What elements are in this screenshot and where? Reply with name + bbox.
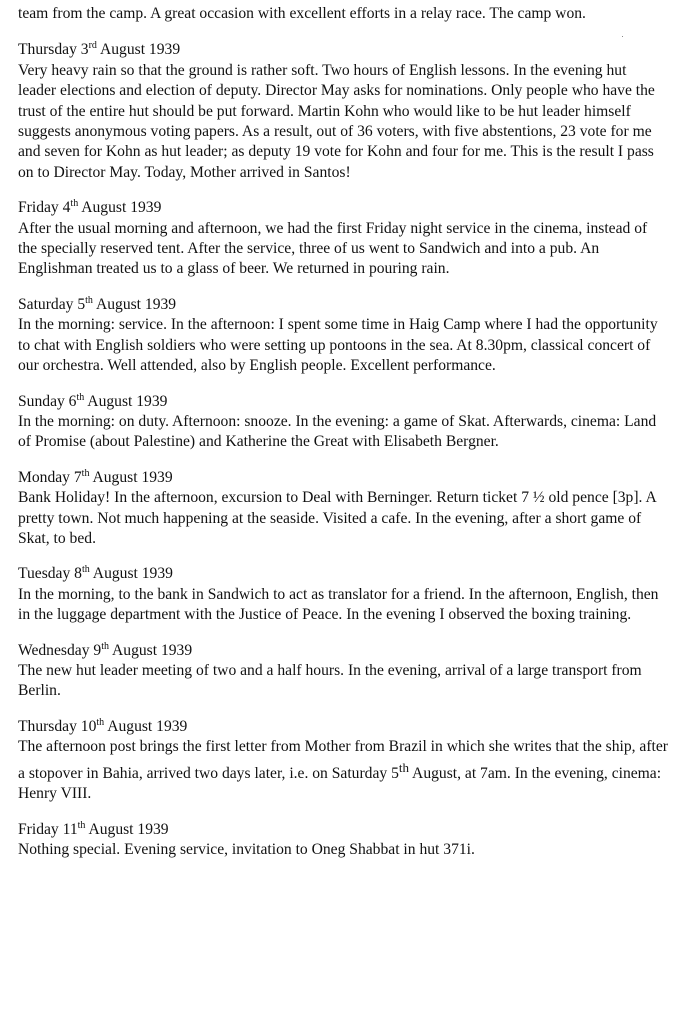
diary-entry-aug-5 [18,295,668,377]
entry-text: The afternoon post brings the first letter from Mother from Brazil in which she writes that the ship, after a stopover in Bahia, arrived two days later, i.e. on Saturday 5th August, at 7am. In the evening, cinema: Henry VIII. [18,738,668,803]
entry-date: Wednesday 9th August 1939 [18,640,193,659]
diary-entry-aug-10 [18,717,668,805]
diary-entry-aug-9 [18,641,668,702]
diary-entry-aug-6 [18,392,668,453]
diary-entry-aug-4 [18,198,668,280]
entry-date: Monday 7th August 1939 [18,467,173,486]
diary-entry-aug-8 [18,564,668,625]
entry-date: Friday 11th August 1939 [18,819,169,838]
diary-entry-aug-7 [18,468,668,550]
entry-text: In the morning: service. In the afternoon: I spent some time in Haig Camp where I had the opportunity to chat with English soldiers who were setting up pontoons in the sea. At 8.30pm, classical concert of our orchestra. Well attended, also by English people. Excellent performance. [18,316,658,375]
intro-paragraph: team from the camp. A great occasion with excellent efforts in a relay race. The camp won. [18,5,586,22]
scan-speck [622,36,623,37]
entry-date: Thursday 3rd August 1939 [18,40,181,59]
entry-text: Very heavy rain so that the ground is rather soft. Two hours of English lessons. In the evening hut leader elections and election of deputy. Director May asks for nominations. Only people who have the trust of the entire hut should be put forward. Martin Kohn who would like to be hut leader himself suggests anonymous voting papers. As a result, out of 36 voters, with five abstentions, 23 vote for me and seven for Kohn as hut leader; as deputy 19 vote for Kohn and four for me. This is the result I pass on to Director May. Today, Mother arrived in Santos! [18,61,655,181]
diary-entry-aug-3 [18,40,668,183]
entry-text: The new hut leader meeting of two and a half hours. In the evening, arrival of a large transport from Berlin. [18,661,642,700]
entry-date: Sunday 6th August 1939 [18,391,168,410]
entry-date: Tuesday 8th August 1939 [18,564,173,583]
entry-date: Thursday 10th August 1939 [18,716,188,735]
entry-date: Friday 4th August 1939 [18,198,162,217]
entry-text: In the morning: on duty. Afternoon: snooze. In the evening: a game of Skat. Afterwards, cinema: Land of Promise (about Palestine) and Katherine the Great with Elisabeth Bergner. [18,412,657,451]
entry-text: Nothing special. Evening service, invitation to Oneg Shabbat in hut 371i. [18,841,475,858]
diary-entry-aug-11 [18,820,668,861]
entry-text: Bank Holiday! In the afternoon, excursion to Deal with Berninger. Return ticket 7 ½ old pence [3p]. A pretty town. Not much happening at the seaside. Visited a cafe. In the evening, after a short game of Skat, to bed. [18,489,656,547]
diary-page [18,4,668,875]
entry-text: In the morning, to the bank in Sandwich to act as translator for a friend. In the afternoon, English, then in the luggage department with the Justice of Peace. In the evening I observed the boxing training. [18,585,659,624]
entry-date: Saturday 5th August 1939 [18,294,177,313]
entry-text: After the usual morning and afternoon, we had the first Friday night service in the cinema, instead of the specially reserved tent. After the service, three of us went to Sandwich and into a pub. An Englishman treated us to a glass of beer. We returned in pouring rain. [18,219,648,278]
